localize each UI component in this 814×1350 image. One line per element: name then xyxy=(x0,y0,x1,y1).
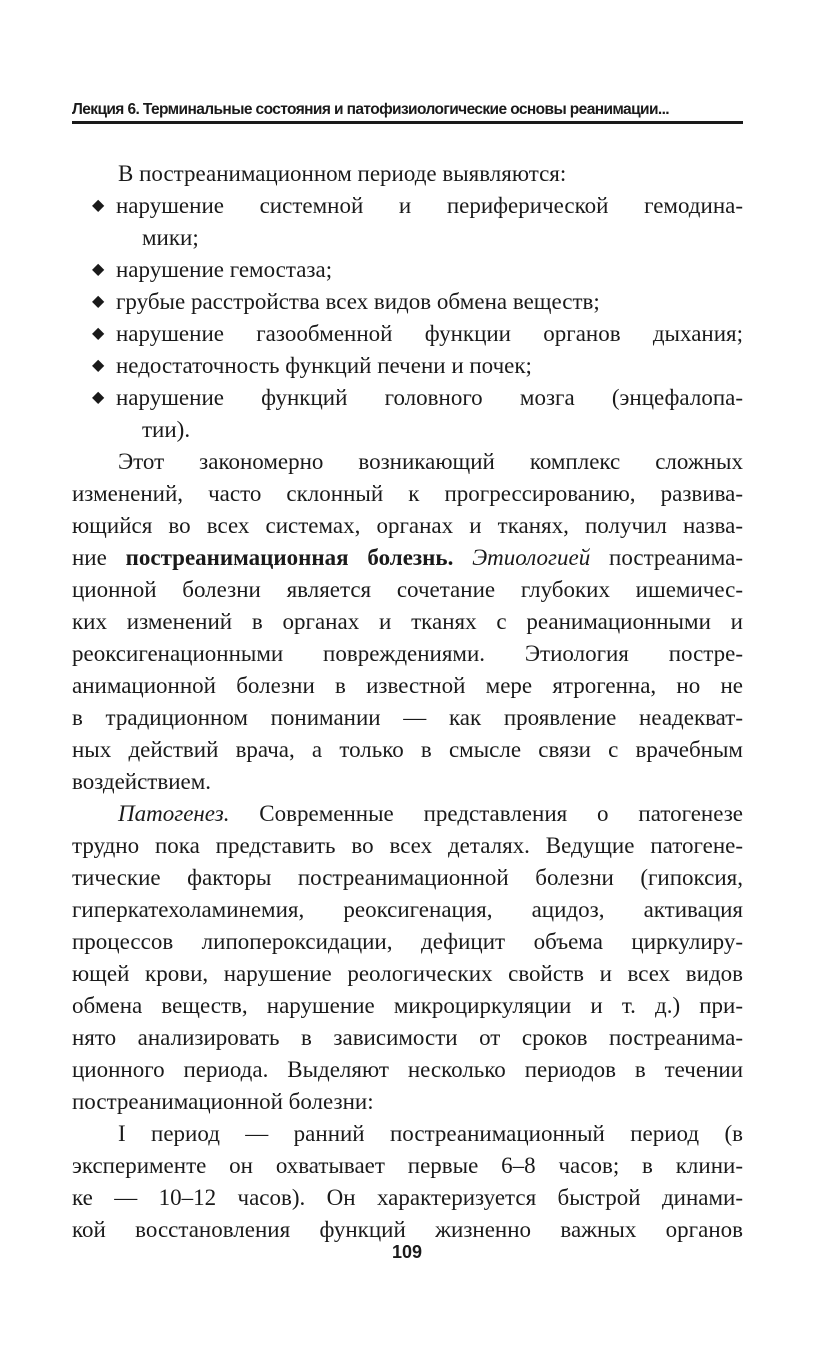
diamond-bullet-icon: ◆ xyxy=(92,261,105,278)
list-item: ◆ нарушение газообменной функции органов дыхания; xyxy=(72,318,743,350)
text-line: в традиционном понимании — как проявление неадекват- xyxy=(72,705,743,730)
text-line: кой восстановления функций жизненно важных органов xyxy=(72,1217,743,1242)
body-text xyxy=(72,158,743,1246)
list-item: ◆ нарушение гемостаза; xyxy=(72,254,743,286)
text-line: I период — ранний постреанимационный период (в xyxy=(118,1121,743,1146)
list-item-continuation: мики; xyxy=(142,225,199,250)
list-item: ◆ грубые расстройства всех видов обмена веществ; xyxy=(72,286,743,318)
text-line: постреанимационной болезни: xyxy=(72,1089,374,1114)
text-line: ционной болезни является сочетание глубоких ишемичес- xyxy=(72,577,743,602)
text-line: анимационной болезни в известной мере ятрогенна, но не xyxy=(72,673,743,698)
page-number: 109 xyxy=(391,1242,423,1262)
text-line: ционного периода. Выделяют несколько периодов в течении xyxy=(72,1057,743,1082)
text-line: ких изменений в органах и тканях с реанимационными и xyxy=(72,609,743,634)
text-line: изменений, часто склонный к прогрессированию, развива- xyxy=(72,481,743,506)
intro-line: В постреанимационном периоде выявляются: xyxy=(118,161,567,186)
text-line: тические факторы постреанимационной болезни (гипоксия, xyxy=(72,865,743,890)
running-header: Лекция 6. Терминальные состояния и патофизиологические основы реанимации... xyxy=(72,101,669,118)
diamond-bullet-icon: ◆ xyxy=(92,325,105,342)
text-line: ющей крови, нарушение реологических свойств и всех видов xyxy=(72,961,743,986)
diamond-bullet-icon: ◆ xyxy=(92,357,105,374)
term-italic: Патогенез. xyxy=(118,801,230,826)
text-line: эксперименте он охватывает первые 6–8 часов; в клини- xyxy=(72,1153,743,1178)
diamond-bullet-icon: ◆ xyxy=(92,293,105,310)
text-line: ке — 10–12 часов). Он характеризуется быстрой динами- xyxy=(72,1185,743,1210)
text-line: Этот закономерно возникающий комплекс сложных xyxy=(118,449,743,474)
text-line: трудно пока представить во всех деталях. Ведущие патогене- xyxy=(72,833,743,858)
paragraph-etiology xyxy=(72,446,743,798)
diamond-bullet-icon: ◆ xyxy=(92,389,105,406)
term-italic: Этиологией xyxy=(472,545,591,570)
text-line: гиперкатехоламинемия, реоксигенация, ацидоз, активация xyxy=(72,897,743,922)
text-line: Патогенез. Современные представления о патогенезе xyxy=(118,801,743,826)
bullet-list xyxy=(72,190,743,446)
paragraph-pathogenesis xyxy=(72,798,743,1118)
paragraph-period-one xyxy=(72,1118,743,1246)
text-line: обмена веществ, нарушение микроциркуляции и т. д.) при- xyxy=(72,993,743,1018)
header-rule xyxy=(72,121,743,124)
text-line: процессов липопероксидации, дефицит объема циркулиру- xyxy=(72,929,743,954)
list-item: ◆ нарушение функций головного мозга (энцефалопа- xyxy=(72,382,743,414)
text-line: реоксигенационными повреждениями. Этиология постре- xyxy=(72,641,743,666)
list-item: ◆ нарушение системной и периферической гемодина- xyxy=(72,190,743,222)
diamond-bullet-icon: ◆ xyxy=(92,197,105,214)
text-line: ных действий врача, а только в смысле связи с врачебным xyxy=(72,737,743,762)
list-item: ◆ недостаточность функций печени и почек; xyxy=(72,350,743,382)
text-line: ние постреанимационная болезнь. Этиологией постреанима- xyxy=(72,545,744,570)
text-line: воздействием. xyxy=(72,769,212,794)
text-line: нято анализировать в зависимости от сроков постреанима- xyxy=(72,1025,743,1050)
list-item-continuation: тии). xyxy=(142,417,191,442)
text-line: ющийся во всех системах, органах и тканях, получил назва- xyxy=(72,513,743,538)
term-bold: постреанимационная болезнь. xyxy=(125,545,454,570)
